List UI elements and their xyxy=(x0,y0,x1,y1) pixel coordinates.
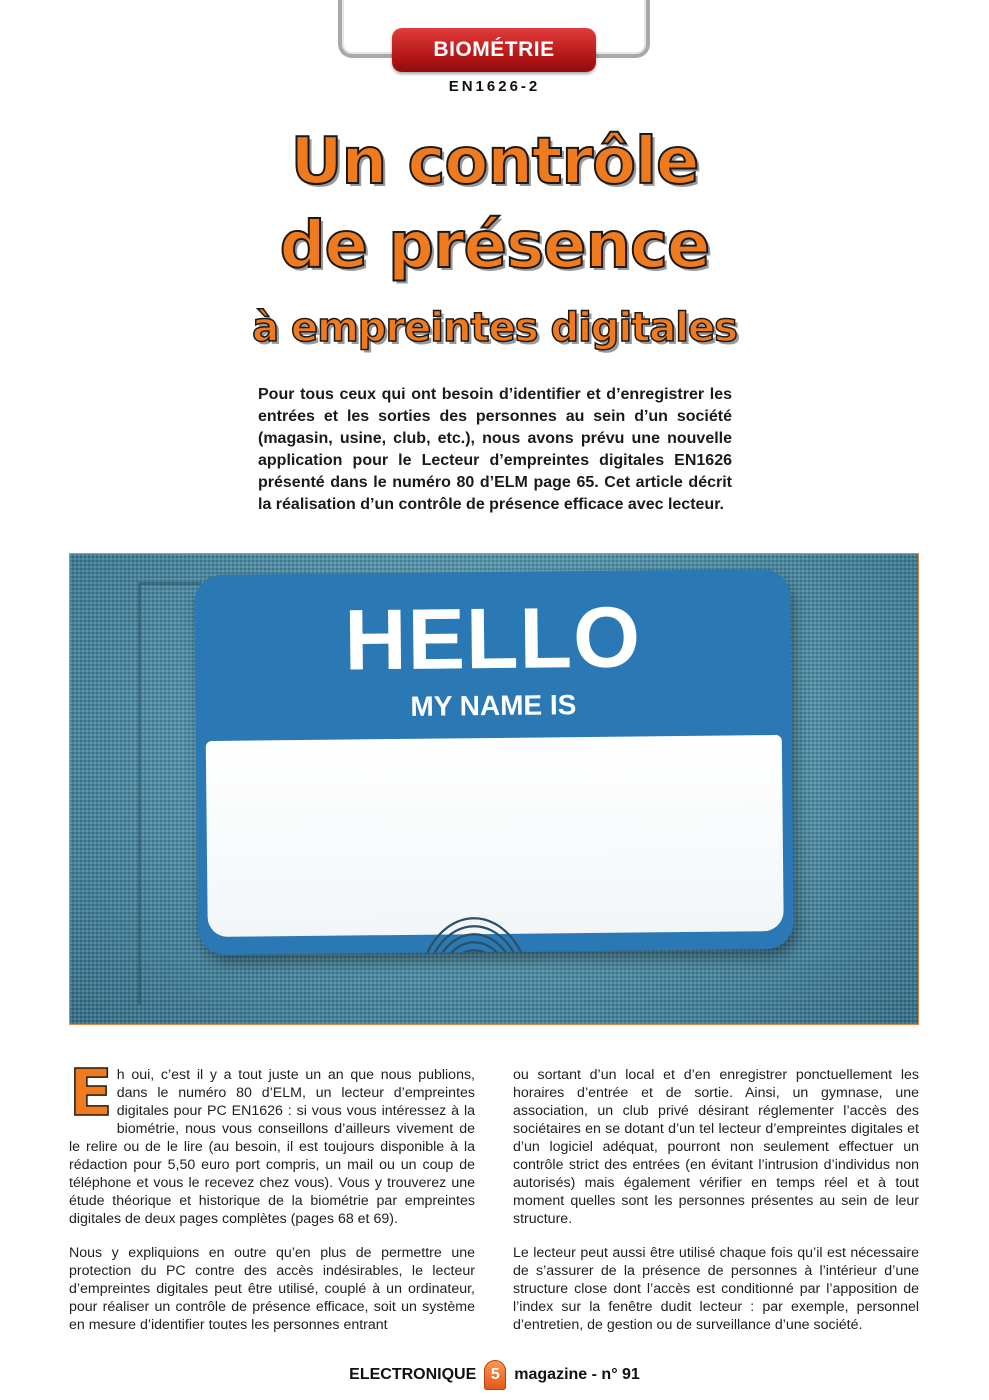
footer-issue: magazine - n° 91 xyxy=(514,1366,640,1383)
name-badge-sticker xyxy=(194,569,794,955)
fingerprint-icon xyxy=(412,908,538,956)
fabric-pocket-seam xyxy=(138,582,201,1005)
footer-magazine-name: ELECTRONIQUE xyxy=(349,1366,477,1383)
article-code: EN1626-2 xyxy=(448,78,541,95)
title-subtitle: à empreintes digitales xyxy=(252,305,737,351)
page-footer xyxy=(0,1360,989,1390)
section-badge xyxy=(392,28,596,72)
title-line-2: de présence xyxy=(279,209,710,283)
body-paragraph-1 xyxy=(69,1057,475,1228)
body-paragraph-1-text: h oui, c’est il y a tout juste un an que nous publions, dans le numéro 80 d’ELM, un lecteur d’empreintes digitales pour PC EN1626 : si vous vous intéressez à la biométrie, nous vous conseillons d’ailleurs vivement de le relire ou de le lire (au besoin, il est toujours disponible à la rédaction pour 5,50 euro port compris, un mail ou un coup de téléphone et vous le recevez chez vous). Vous y trouverez une étude théorique et historique de la biométrie par empreintes digitales de deux pages complètes (pages 68 et 69). xyxy=(69,1067,475,1227)
body-paragraph-2: Nous y expliquions en outre qu’en plus de permettre une protection du PC contre des accès indésirables, le lecteur d’empreintes digitales peut être utilisé, couplé à un ordinateur, pour réaliser un contrôle de présence efficace, soit un système en mesure d’identifier toutes les personnes entrant xyxy=(69,1245,475,1333)
page-number: 5 xyxy=(484,1360,506,1390)
body-column-right xyxy=(513,1066,919,1350)
body-column-left xyxy=(69,1057,475,1350)
title-line-1: Un contrôle xyxy=(290,125,699,199)
drop-cap: E xyxy=(69,1057,113,1131)
badge-hello-text: HELLO xyxy=(343,589,642,689)
hero-image xyxy=(69,553,919,1025)
body-paragraph-4: Le lecteur peut aussi être utilisé chaque fois qu’il est nécessaire de s’assurer de la présence de personnes à l’intérieur d’une structure close dont l’accès est conditionné par l’apposition de l’index sur la fenêtre dudit lecteur : par exemple, personnel d’entretien, de gestion ou de surveillance d’une société. xyxy=(513,1245,919,1333)
lead-paragraph: Pour tous ceux qui ont besoin d’identifier et d’enregistrer les entrées et les sorties des personnes au sein d’un société (magasin, usine, club, etc.), nous avons prévu une nouvelle application pour le Lecteur d’empreintes digitales EN1626 présenté dans le numéro 80 d’ELM page 65. Cet article décrit la réalisation d’un contrôle de présence efficace avec lecteur. xyxy=(258,386,732,513)
badge-white-area xyxy=(206,735,784,937)
section-label: BIOMÉTRIE xyxy=(433,38,555,61)
badge-my-name-is-text: MY NAME IS xyxy=(410,689,577,722)
body-paragraph-3: ou sortant d’un local et d’en enregistrer ponctuellement les horaires d’entrée et de sortie. Ainsi, un gymnase, une association, un club privé désirant réglementer l’accès des sociétaires en se dotant d’un tel lecteur d’empreintes digitales et d’un logiciel adéquat, pourront non seulement effectuer un contrôle strict des entrées (en évitant l’intrusion d’individus non autorisés) mais également vérifier en temps réel et à tout moment quelles sont les personnes présentes au sein de leur structure. xyxy=(513,1067,919,1227)
